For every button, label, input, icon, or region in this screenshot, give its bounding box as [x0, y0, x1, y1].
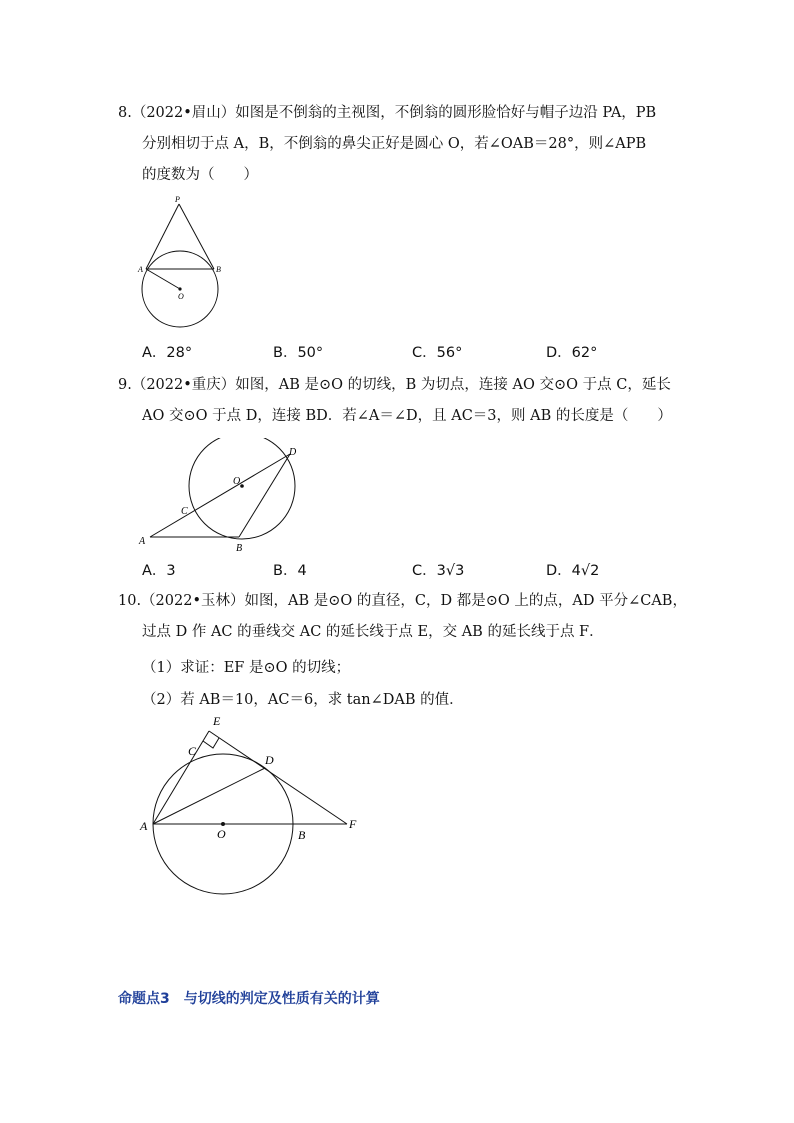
label-p: P — [175, 195, 180, 204]
question-8 — [118, 98, 698, 191]
question-9-figure — [135, 438, 315, 553]
question-10-line-1: 10.（2022•玉林）如图，AB 是⊙O 的直径，C，D 都是⊙O 上的点，AD 平分∠CAB， — [118, 593, 687, 609]
label-a: A — [139, 536, 146, 547]
question-9-line-2: AO 交⊙O 于点 D，连接 BD．若∠A＝∠D，且 AC＝3，则 AB 的长度是（ ） — [142, 408, 672, 424]
question-9-options — [142, 559, 702, 585]
question-10 — [118, 586, 698, 648]
section-heading: 命题点3 与切线的判定及性质有关的计算 — [118, 991, 380, 1007]
label-b: B — [236, 543, 243, 553]
label-d: D — [289, 447, 297, 458]
label-a: A — [138, 265, 143, 274]
segment-bd — [239, 454, 290, 537]
question-10-line-2: 过点 D 作 AC 的垂线交 AC 的延长线于点 E，交 AB 的延长线于点 F． — [142, 624, 604, 640]
secant-ad — [150, 454, 290, 537]
center-o-dot — [221, 822, 225, 826]
option-c[interactable]: C．3√3 — [412, 563, 465, 579]
question-8-options — [142, 341, 702, 367]
question-9-line-1: 9.（2022•重庆）如图，AB 是⊙O 的切线，B 为切点，连接 AO 交⊙O 于点 C，延长 — [118, 377, 671, 393]
line-ef — [209, 731, 347, 824]
option-d[interactable]: D．4√2 — [546, 563, 600, 579]
label-o: O — [217, 827, 226, 841]
label-e: E — [213, 714, 221, 728]
question-8-line-2: 分别相切于点 A，B，不倒翁的鼻尖正好是圆心 O，若∠OAB＝28°，则∠APB — [142, 136, 647, 152]
center-o-dot — [240, 484, 244, 488]
option-a[interactable]: A．3 — [142, 563, 176, 579]
label-f: F — [349, 817, 357, 831]
question-9 — [118, 370, 698, 432]
question-8-line-1: 8.（2022•眉山）如图是不倒翁的主视图，不倒翁的圆形脸恰好与帽子边沿 PA，PB — [118, 105, 657, 121]
question-8-line-3: 的度数为（ ） — [142, 167, 258, 183]
label-c: C — [188, 744, 197, 758]
label-d: D — [265, 753, 274, 767]
question-10-part-2: （2）若 AB＝10，AC＝6，求 tan∠DAB 的值． — [142, 692, 464, 708]
label-o: O — [233, 476, 241, 487]
tangent-pa — [146, 204, 179, 269]
question-10-figure — [132, 708, 367, 898]
label-b: B — [298, 828, 306, 842]
label-a: A — [140, 819, 148, 833]
option-c[interactable]: C．56° — [412, 345, 463, 361]
option-a[interactable]: A．28° — [142, 345, 193, 361]
question-10-part-1: （1）求证：EF 是⊙O 的切线； — [142, 660, 351, 676]
question-8-figure — [130, 192, 240, 332]
right-angle-mark — [203, 738, 219, 748]
label-c: C — [181, 506, 188, 517]
label-b: B — [216, 265, 221, 274]
center-o-dot — [178, 287, 181, 290]
option-b[interactable]: B．50° — [273, 345, 324, 361]
label-o: O — [178, 292, 184, 301]
segment-oa — [146, 269, 180, 289]
circle-o — [189, 438, 295, 539]
option-b[interactable]: B．4 — [273, 563, 307, 579]
option-d[interactable]: D．62° — [546, 345, 598, 361]
tangent-pb — [179, 204, 214, 269]
